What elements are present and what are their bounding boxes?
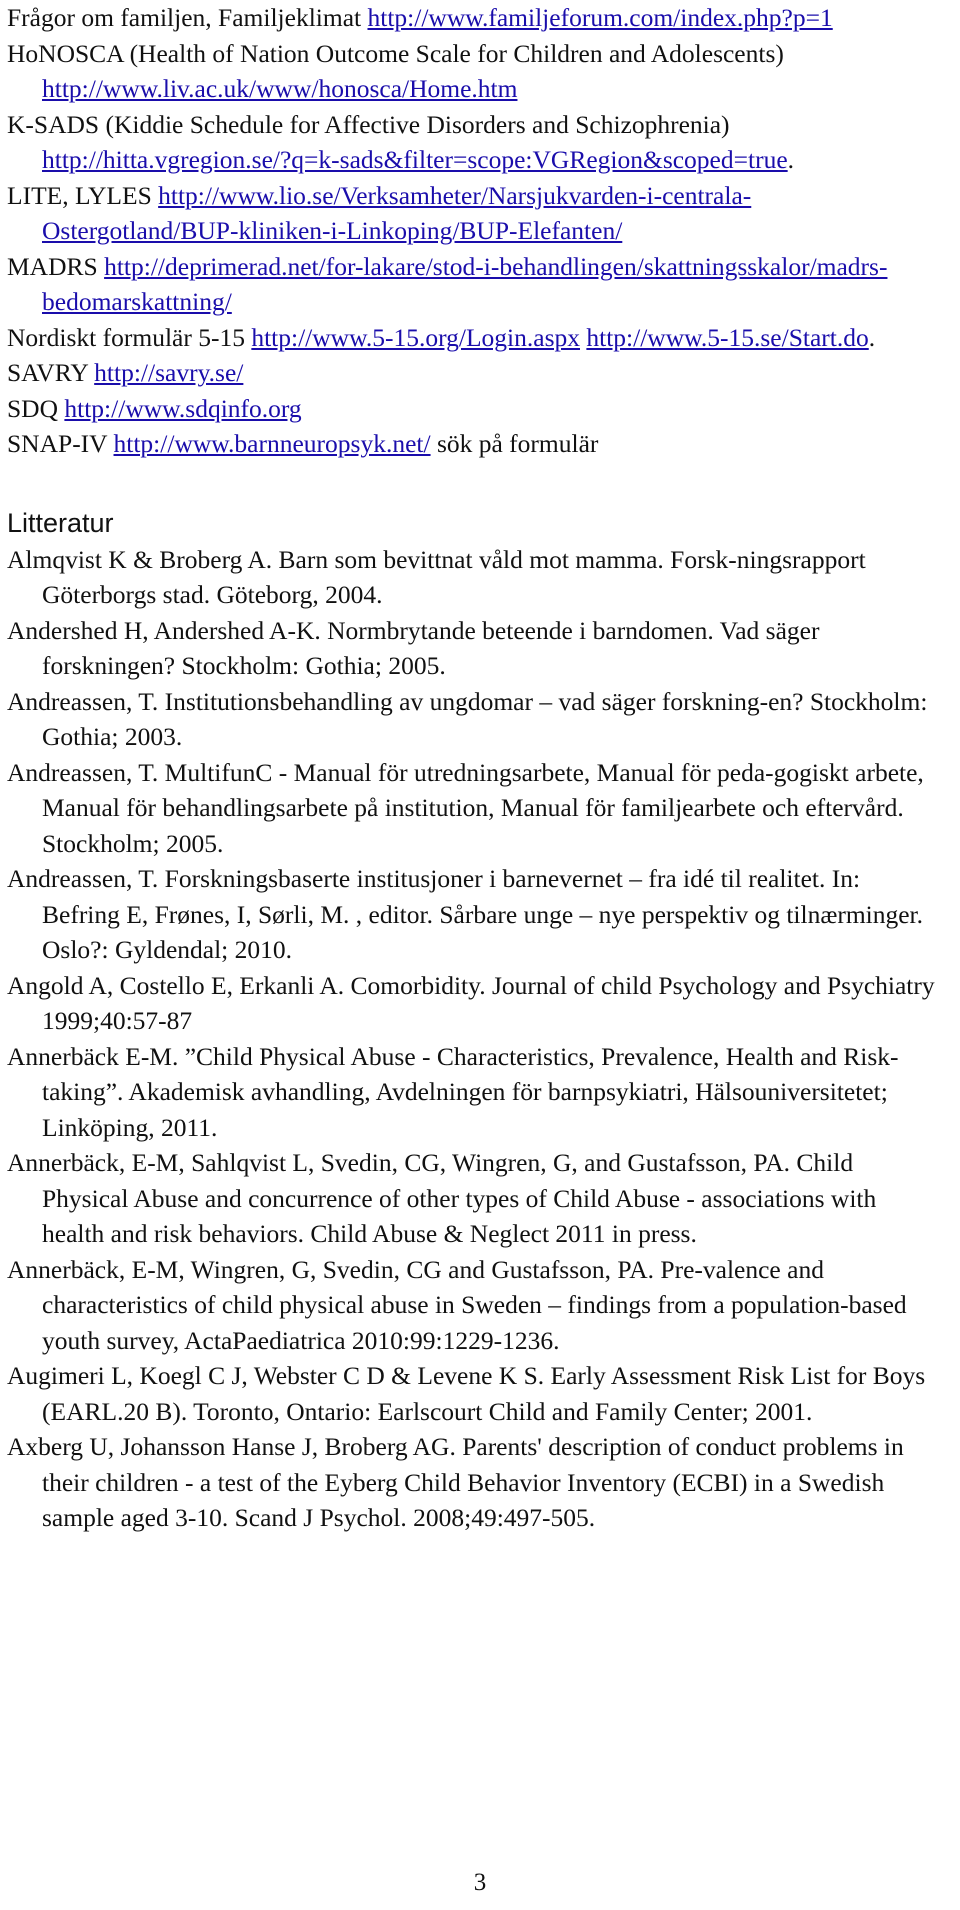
- entry-text: LITE, LYLES: [7, 180, 159, 210]
- link-entry: [7, 355, 942, 391]
- reference-entry: Augimeri L, Koegl C J, Webster C D & Levene K S. Early Assessment Risk List for Boys (EARL.20 B). Toronto, Ontario: Earlscourt Child and Family Center; 2001.: [7, 1361, 926, 1426]
- entry-text: SAVRY: [7, 358, 95, 387]
- entry-text: MADRS: [7, 251, 105, 281]
- reference-entry: Annerbäck E-M. ”Child Physical Abuse - Characteristics, Prevalence, Health and Risk-taking”. Akademisk avhandling, Avdelningen för barnpsykiatri, Hälsouniversitetet; Linköping, 2011.: [7, 1041, 899, 1142]
- reference-entry: Andershed H, Andershed A-K. Normbrytande beteende i barndomen. Vad säger forskningen? Stockholm: Gothia; 2005.: [7, 615, 820, 680]
- link-entry: [7, 178, 942, 249]
- reference-entry: Annerbäck, E-M, Sahlqvist L, Svedin, CG, Wingren, G, and Gustafsson, PA. Child Physical Abuse and concurrence of other types of Child Abuse - associations with health and risk behaviors. Child Abuse & Neglect 2011 in press.: [7, 1148, 877, 1248]
- hyperlink[interactable]: http://www.lio.se/Verksamheter/Narsjukvarden-i-centrala-Ostergotland/BUP-kliniken-i-Linkoping/BUP-Elefanten/: [42, 180, 752, 245]
- link-entry: [7, 320, 942, 356]
- link-entry: [7, 0, 942, 36]
- literature-heading: Litteratur: [7, 507, 114, 538]
- reference-list: [7, 542, 942, 1536]
- reference-entry: Andreassen, T. Institutionsbehandling av ungdomar – vad säger forskning-en? Stockholm: Gothia; 2003.: [7, 686, 928, 751]
- entry-text: Frågor om familjen, Familjeklimat: [7, 3, 368, 32]
- hyperlink[interactable]: http://www.5-15.se/Start.do: [586, 322, 869, 352]
- hyperlink[interactable]: http://www.liv.ac.uk/www/honosca/Home.htm: [42, 74, 518, 103]
- link-entry: [7, 249, 942, 320]
- page-number: 3: [473, 1869, 487, 1896]
- hyperlink[interactable]: http://hitta.vgregion.se/?q=k-sads&filter=scope:VGRegion&scoped=true: [42, 145, 788, 174]
- instrument-links-list: [7, 0, 942, 462]
- hyperlink[interactable]: http://www.barnneuropsyk.net/: [113, 429, 431, 458]
- entry-text: HoNOSCA (Health of Nation Outcome Scale for Children and Adolescents): [7, 38, 784, 68]
- reference-entry: Axberg U, Johansson Hanse J, Broberg AG. Parents' description of conduct problems in their children - a test of the Eyberg Child Behavior Inventory (ECBI) in a Swedish sample aged 3-10. Scand J Psychol. 2008;49:497-505.: [7, 1432, 904, 1532]
- reference-entry: Andreassen, T. Forskningsbaserte institusjoner i barnevernet – fra idé til realitet. In: Befring E, Frønes, I, Sørli, M. , editor. Sårbare unge – nye perspektiv og tilnærminger. Oslo?: Gyldendal; 2010.: [7, 864, 924, 964]
- entry-text: .: [787, 145, 795, 174]
- reference-entry: Annerbäck, E-M, Wingren, G, Svedin, CG and Gustafsson, PA. Pre-valence and characteristics of child physical abuse in Sweden – findings from a population-based youth survey, ActaPaediatrica 2010:99:1229-1236.: [7, 1254, 907, 1355]
- hyperlink[interactable]: http://deprimerad.net/for-lakare/stod-i-behandlingen/skattningsskalor/madrs-bedomarskattning/: [42, 251, 888, 316]
- hyperlink[interactable]: http://www.5-15.org/Login.aspx: [251, 322, 580, 352]
- entry-text: SDQ: [7, 393, 65, 423]
- link-entry: [7, 426, 942, 462]
- entry-text: K-SADS (Kiddie Schedule for Affective Disorders and Schizophrenia): [7, 109, 730, 139]
- hyperlink[interactable]: http://www.sdqinfo.org: [64, 393, 302, 423]
- hyperlink[interactable]: http://savry.se/: [94, 358, 244, 387]
- entry-text: SNAP-IV: [7, 429, 114, 458]
- reference-entry: Angold A, Costello E, Erkanli A. Comorbidity. Journal of child Psychology and Psychiatry 1999;40:57-87: [7, 970, 935, 1035]
- link-entry: [7, 36, 942, 107]
- link-entry: [7, 107, 942, 178]
- entry-text: .: [868, 322, 876, 352]
- reference-entry: Andreassen, T. MultifunC - Manual för utredningsarbete, Manual för peda-gogiskt arbete, Manual för behandlingsarbete på institution, Manual för familjearbete och eftervård. Stockholm; 2005.: [7, 757, 924, 858]
- page-content: [7, 0, 942, 1536]
- hyperlink[interactable]: http://www.familjeforum.com/index.php?p=1: [367, 3, 833, 32]
- entry-text: Nordiskt formulär 5-15: [7, 322, 252, 352]
- reference-entry: Almqvist K & Broberg A. Barn som bevittnat våld mot mamma. Forsk-ningsrapport Göterborgs stad. Göteborg, 2004.: [7, 544, 866, 609]
- link-entry: [7, 391, 942, 427]
- entry-text: sök på formulär: [430, 429, 599, 458]
